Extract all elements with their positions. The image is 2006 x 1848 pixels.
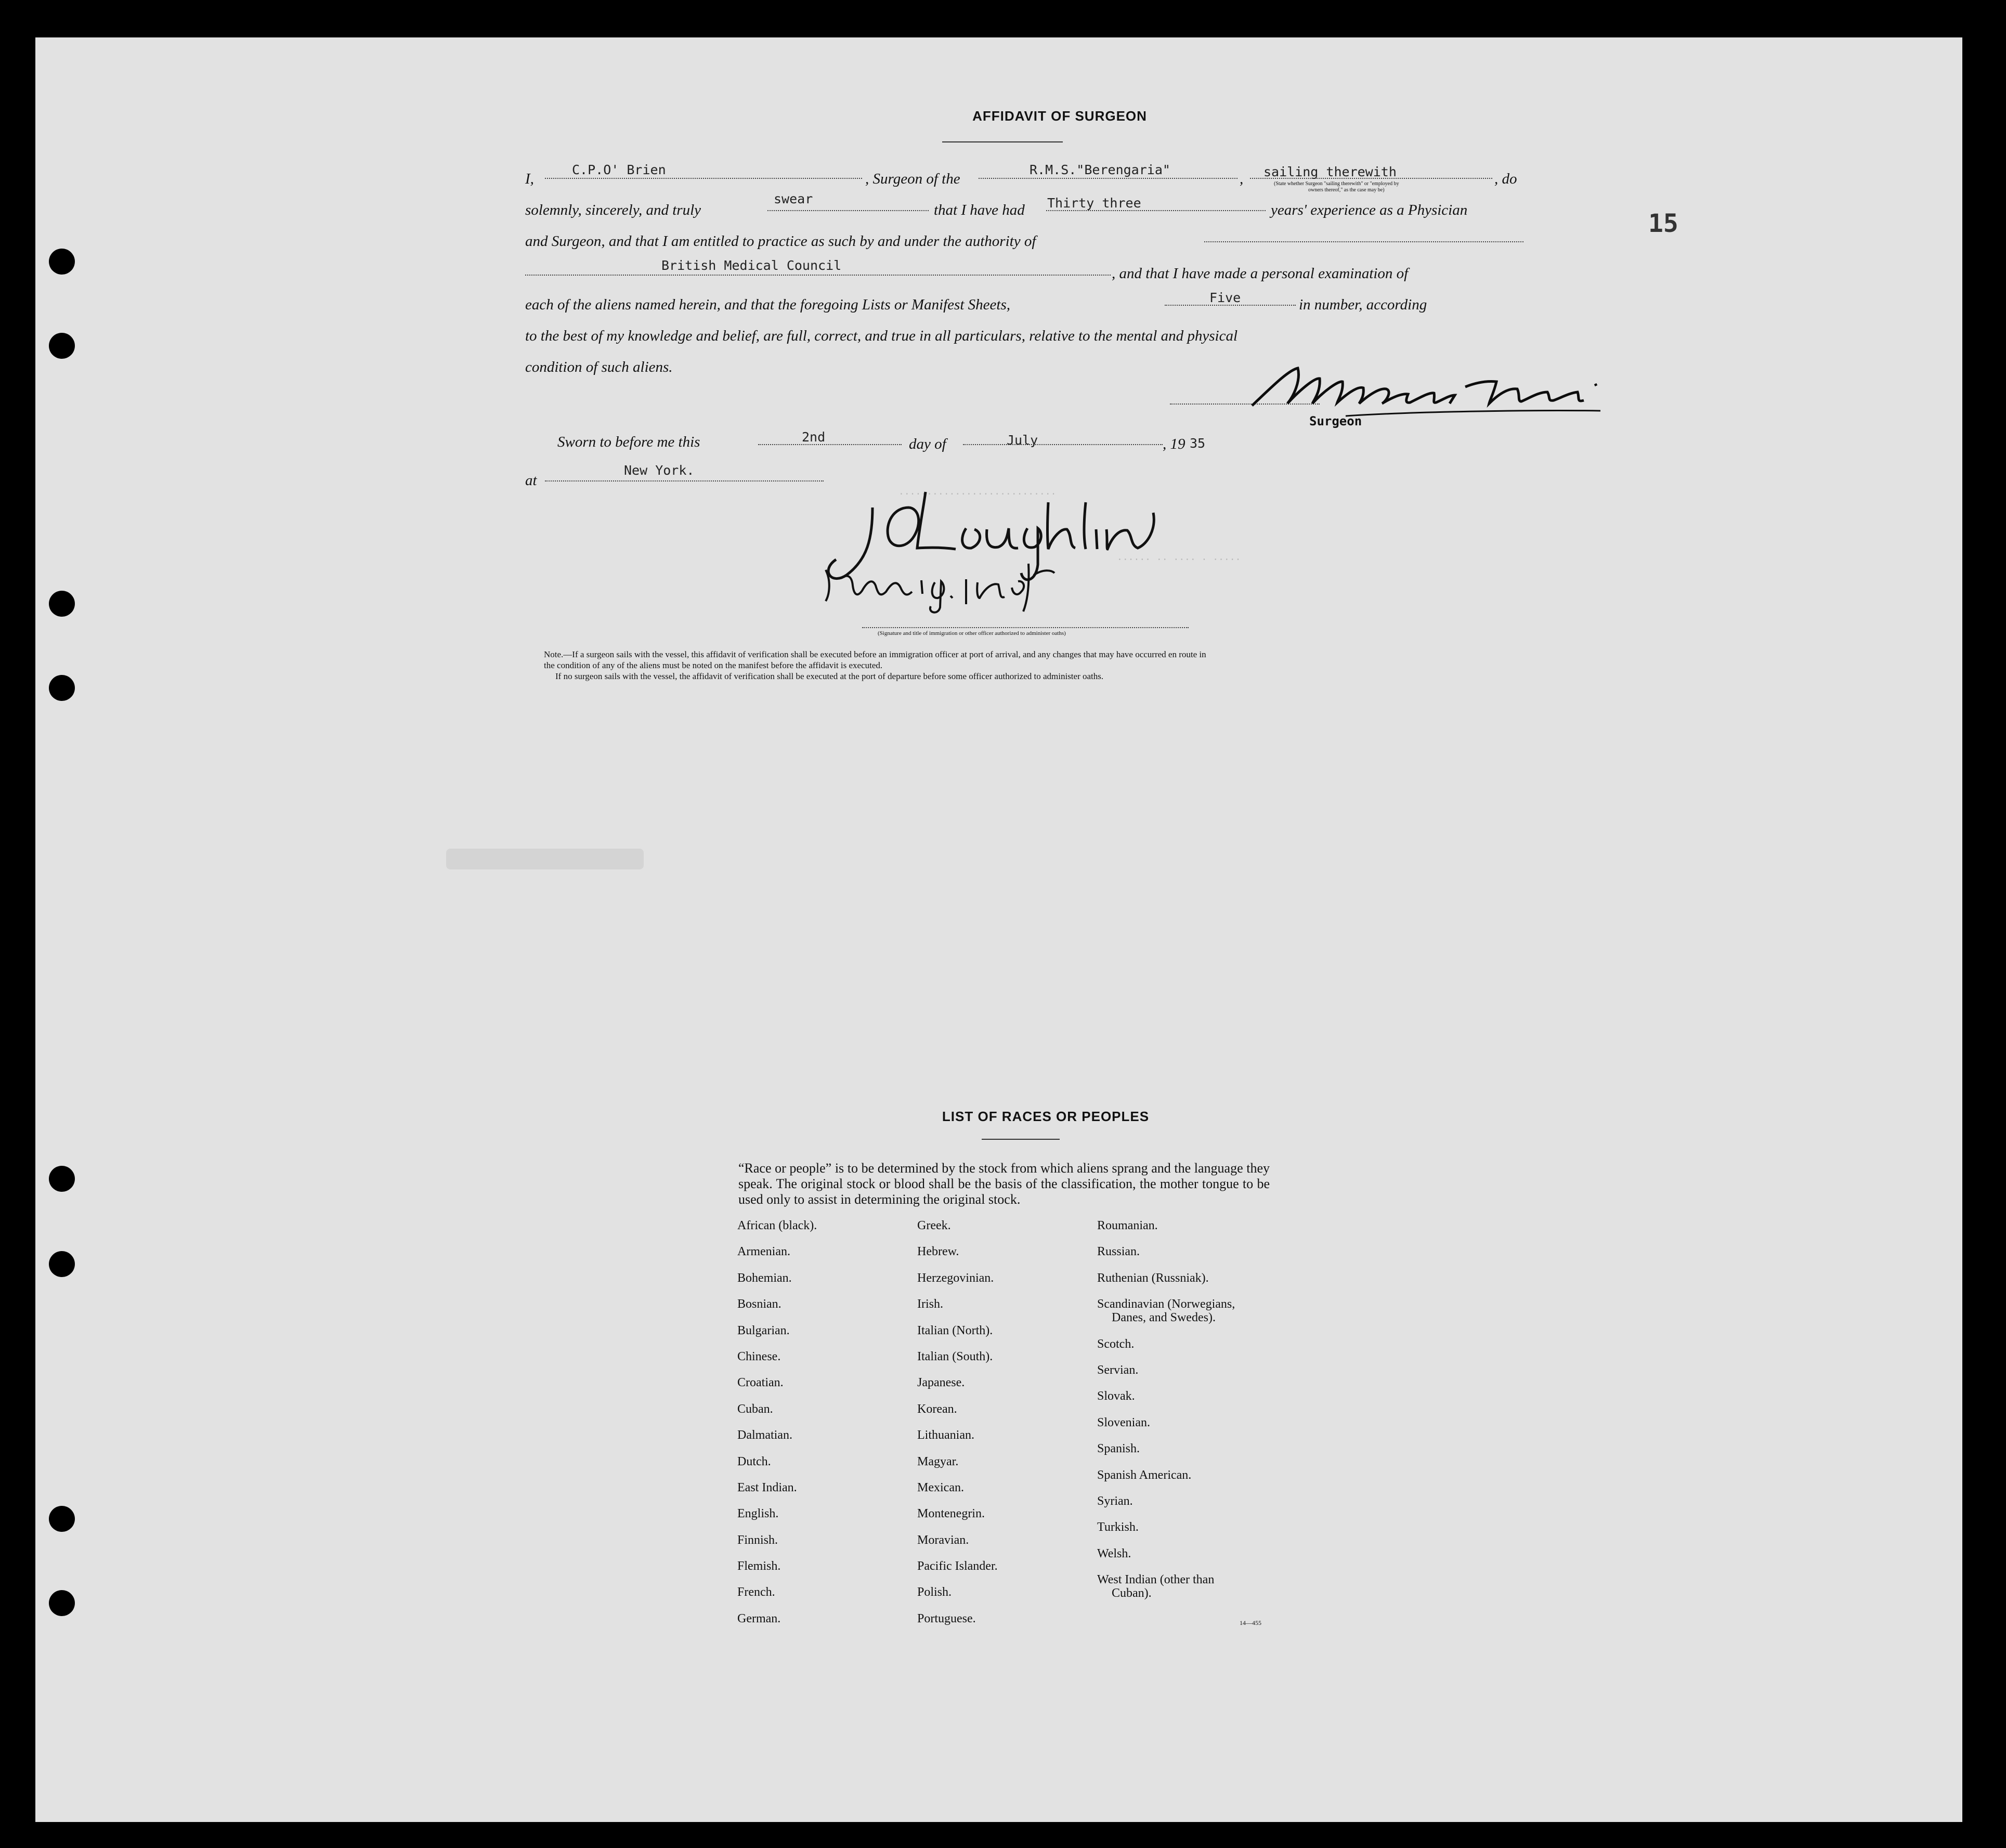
race-item: Cuban. [737, 1402, 773, 1416]
race-item: Bohemian. [737, 1271, 792, 1285]
binder-hole [49, 591, 75, 617]
blank-line [963, 444, 1163, 445]
race-item: Scotch. [1097, 1337, 1135, 1351]
race-item: Slovak. [1097, 1389, 1135, 1403]
affidavit-text: each of the aliens named herein, and that the foregoing Lists or Manifest Sheets, [525, 296, 1010, 313]
affidavit-text: condition of such aliens. [525, 359, 673, 375]
note-line: Note.—If a surgeon sails with the vessel, this affidavit of verification shall be executed before an immigration officer at port of arrival, and any changes that may have occurred en route in [544, 649, 1206, 659]
race-item: Dalmatian. [737, 1428, 792, 1442]
race-item: Moravian. [917, 1533, 969, 1547]
heading-underline [942, 141, 1063, 142]
surgeon-label: Surgeon [1309, 414, 1362, 428]
race-item: Syrian. [1097, 1494, 1133, 1508]
sheet-number: 15 [1648, 209, 1678, 238]
race-item: West Indian (other than [1097, 1573, 1215, 1587]
affidavit-text: at [525, 472, 537, 489]
race-item-continued: Danes, and Swedes). [1112, 1311, 1216, 1325]
race-item: Italian (North). [917, 1323, 993, 1337]
officer-signature [794, 471, 1158, 617]
race-item: Japanese. [917, 1376, 965, 1390]
race-item: Chinese. [737, 1349, 781, 1363]
races-column-3 [1097, 1219, 1295, 1602]
race-item: Russian. [1097, 1245, 1140, 1259]
affidavit-text: solemnly, sincerely, and truly [525, 202, 701, 218]
race-item: Finnish. [737, 1533, 778, 1547]
smudge [446, 849, 644, 869]
race-item: English. [737, 1507, 779, 1521]
race-item: Magyar. [917, 1454, 959, 1468]
blank-line [758, 444, 902, 445]
sailing-note: owners thereof," as the case may be) [1308, 187, 1385, 193]
races-column-1 [737, 1219, 914, 1638]
blank-line [767, 210, 929, 211]
race-item: Croatian. [737, 1376, 784, 1390]
affidavit-text: , and that I have made a personal examination of [1112, 265, 1409, 282]
races-column-2 [917, 1219, 1094, 1638]
blank-line [1204, 241, 1523, 242]
race-item: French. [737, 1585, 775, 1599]
document-sheet [35, 37, 1962, 1822]
binder-hole [49, 675, 75, 701]
sworn-day-field: 2nd [802, 430, 826, 445]
form-number: 14—455 [1240, 1619, 1261, 1626]
race-item: Spanish. [1097, 1442, 1140, 1456]
affidavit-text: , 19 [1163, 436, 1186, 452]
bleed-through-mark: ···························· [898, 489, 1057, 500]
race-item: Lithuanian. [917, 1428, 974, 1442]
race-item: Bosnian. [737, 1297, 781, 1311]
sworn-month-field: July [1007, 433, 1038, 448]
race-item: Pacific Islander. [917, 1559, 998, 1573]
affidavit-heading: AFFIDAVIT OF SURGEON [972, 108, 1147, 124]
race-item: Italian (South). [917, 1349, 993, 1363]
race-item: Scandinavian (Norwegians, [1097, 1297, 1235, 1311]
race-item: Slovenian. [1097, 1415, 1150, 1429]
race-item: German. [737, 1611, 781, 1625]
sworn-year-field: 35 [1190, 436, 1206, 451]
race-item: Irish. [917, 1297, 943, 1311]
authority-field: British Medical Council [661, 258, 842, 273]
affidavit-text: I, [525, 171, 534, 187]
affidavit-text: to the best of my knowledge and belief, are full, correct, and true in all particulars, relative to the mental and physical [525, 328, 1238, 344]
race-item: African (black). [737, 1219, 817, 1232]
race-item: Armenian. [737, 1245, 790, 1259]
blank-line [525, 275, 1111, 276]
affidavit-text: , [1240, 171, 1244, 187]
officer-caption: (Signature and title of immigration or other officer authorized to administer oaths) [878, 630, 1066, 636]
affidavit-text: , Surgeon of the [865, 171, 960, 187]
binder-hole [49, 333, 75, 359]
sailing-note: (State whether Surgeon "sailing therewith" or "employed by [1274, 181, 1399, 187]
affidavit-text: , do [1494, 171, 1517, 187]
race-item: Roumanian. [1097, 1219, 1158, 1232]
races-intro: “Race or people” is to be determined by the stock from which aliens sprang and the language they speak. The original stock or blood shall be the basis of the classification, the mother tongue to be used only to assist in determining the original stock. [738, 1161, 1270, 1207]
sworn-place-field: New York. [624, 463, 695, 478]
binder-hole [49, 1506, 75, 1532]
blank-line [979, 178, 1238, 179]
surgeon-signature [1236, 349, 1632, 427]
race-item: Portuguese. [917, 1611, 976, 1625]
binder-hole [49, 1166, 75, 1192]
sheet-count-field: Five [1209, 290, 1241, 305]
binder-hole [49, 1590, 75, 1616]
race-item: Welsh. [1097, 1546, 1131, 1560]
race-item: Ruthenian (Russniak). [1097, 1271, 1209, 1285]
race-item: Mexican. [917, 1480, 964, 1494]
race-item: Herzegovinian. [917, 1271, 994, 1285]
affidavit-text: and Surgeon, and that I am entitled to practice as such by and under the authority of [525, 233, 1036, 250]
surgeon-name-field: C.P.O' Brien [572, 162, 666, 177]
race-item: Greek. [917, 1219, 951, 1232]
race-item: Polish. [917, 1585, 952, 1599]
binder-hole [49, 1251, 75, 1277]
signature-line [862, 627, 1189, 628]
affidavit-text: in number, according [1299, 296, 1427, 313]
race-item-continued: Cuban). [1112, 1586, 1152, 1600]
vessel-name-field: R.M.S."Berengaria" [1030, 162, 1170, 177]
affidavit-text: day of [909, 436, 946, 452]
blank-line [545, 480, 824, 481]
oath-field: swear [774, 191, 813, 206]
race-item: Hebrew. [917, 1245, 959, 1259]
races-heading: LIST OF RACES OR PEOPLES [942, 1109, 1150, 1124]
race-item: Flemish. [737, 1559, 781, 1573]
sailing-status-field: sailing therewith [1263, 164, 1397, 179]
race-item: Dutch. [737, 1454, 771, 1468]
affidavit-text: Sworn to before me this [557, 434, 700, 450]
heading-underline [982, 1139, 1060, 1140]
race-item: Servian. [1097, 1363, 1139, 1377]
note-line: If no surgeon sails with the vessel, the affidavit of verification shall be executed at the port of departure before some officer authorized to administer oaths. [555, 671, 1104, 681]
affidavit-text: that I have had [934, 202, 1025, 218]
race-item: Bulgarian. [737, 1323, 790, 1337]
note-line: the condition of any of the aliens must be noted on the manifest before the affidavit is executed. [544, 660, 883, 670]
race-item: Montenegrin. [917, 1507, 985, 1521]
binder-hole [49, 249, 75, 275]
bleed-through-mark: ······ ·· ···· · ····· [1117, 554, 1241, 565]
years-field: Thirty three [1047, 196, 1141, 211]
race-item: Turkish. [1097, 1520, 1139, 1534]
affidavit-text: years' experience as a Physician [1271, 202, 1468, 218]
race-item: Korean. [917, 1402, 957, 1416]
blank-line [545, 178, 862, 179]
race-item: Spanish American. [1097, 1468, 1192, 1482]
race-item: East Indian. [737, 1480, 797, 1494]
